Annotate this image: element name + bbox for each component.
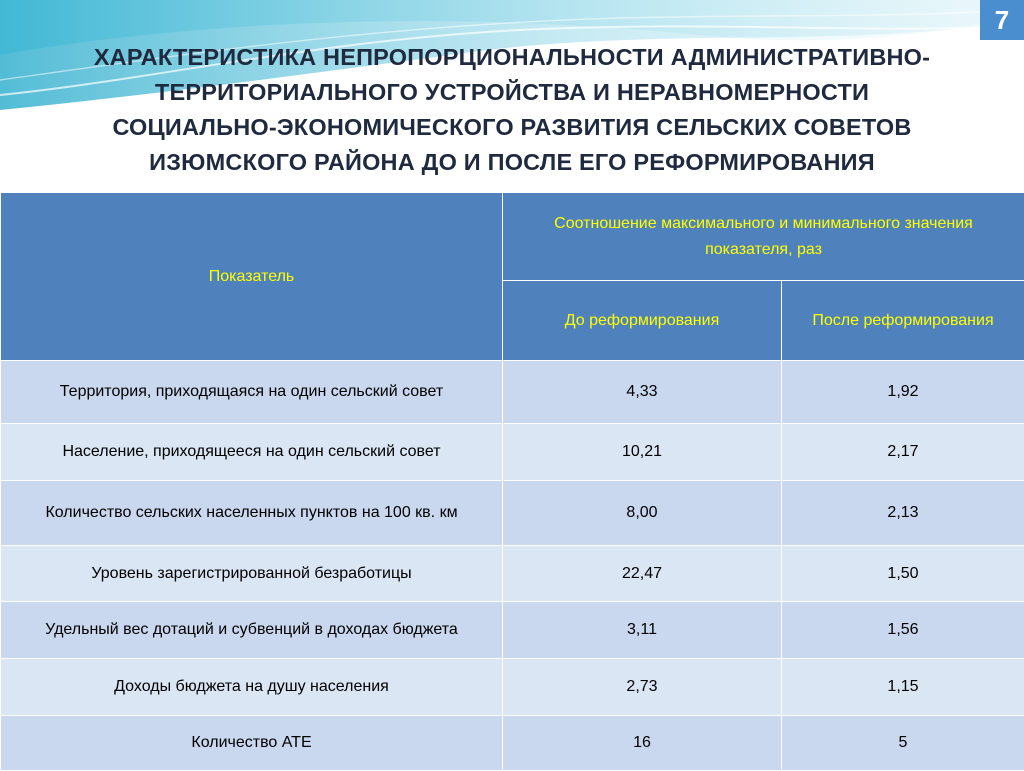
cell-before: 10,21 bbox=[503, 424, 782, 481]
cell-indicator: Доходы бюджета на душу населения bbox=[1, 659, 503, 716]
table-row bbox=[1, 602, 1024, 659]
slide-number-badge: 7 bbox=[980, 0, 1024, 40]
header-before: До реформирования bbox=[503, 281, 782, 361]
cell-after: 1,92 bbox=[782, 361, 1024, 424]
cell-before: 2,73 bbox=[503, 659, 782, 716]
table-row bbox=[1, 716, 1024, 771]
cell-indicator: Удельный вес дотаций и субвенций в доходах бюджета bbox=[1, 602, 503, 659]
slide-title bbox=[60, 40, 964, 180]
cell-after: 5 bbox=[782, 716, 1024, 771]
title-line: ИЗЮМСКОГО РАЙОНА ДО И ПОСЛЕ ЕГО РЕФОРМИРОВАНИЯ bbox=[60, 145, 964, 180]
table-row bbox=[1, 546, 1024, 602]
cell-after: 1,15 bbox=[782, 659, 1024, 716]
cell-before: 16 bbox=[503, 716, 782, 771]
cell-before: 3,11 bbox=[503, 602, 782, 659]
table-row bbox=[1, 424, 1024, 481]
cell-after: 2,13 bbox=[782, 481, 1024, 546]
table-row bbox=[1, 361, 1024, 424]
title-line: ТЕРРИТОРИАЛЬНОГО УСТРОЙСТВА И НЕРАВНОМЕРНОСТИ bbox=[60, 75, 964, 110]
cell-after: 1,56 bbox=[782, 602, 1024, 659]
table-row bbox=[1, 659, 1024, 716]
cell-before: 4,33 bbox=[503, 361, 782, 424]
cell-before: 8,00 bbox=[503, 481, 782, 546]
title-line: ХАРАКТЕРИСТИКА НЕПРОПОРЦИОНАЛЬНОСТИ АДМИНИСТРАТИВНО- bbox=[60, 40, 964, 75]
cell-indicator: Уровень зарегистрированной безработицы bbox=[1, 546, 503, 602]
cell-indicator: Количество АТЕ bbox=[1, 716, 503, 771]
header-after: После реформирования bbox=[782, 281, 1024, 361]
cell-indicator: Население, приходящееся на один сельский совет bbox=[1, 424, 503, 481]
title-line: СОЦИАЛЬНО-ЭКОНОМИЧЕСКОГО РАЗВИТИЯ СЕЛЬСКИХ СОВЕТОВ bbox=[60, 110, 964, 145]
table-row bbox=[1, 481, 1024, 546]
header-ratio: Соотношение максимального и минимального значения показателя, раз bbox=[503, 193, 1024, 281]
cell-after: 2,17 bbox=[782, 424, 1024, 481]
cell-indicator: Количество сельских населенных пунктов на 100 кв. км bbox=[1, 481, 503, 546]
indicator-table bbox=[0, 192, 1024, 771]
cell-before: 22,47 bbox=[503, 546, 782, 602]
cell-after: 1,50 bbox=[782, 546, 1024, 602]
header-indicator: Показатель bbox=[1, 193, 503, 361]
cell-indicator: Территория, приходящаяся на один сельский совет bbox=[1, 361, 503, 424]
